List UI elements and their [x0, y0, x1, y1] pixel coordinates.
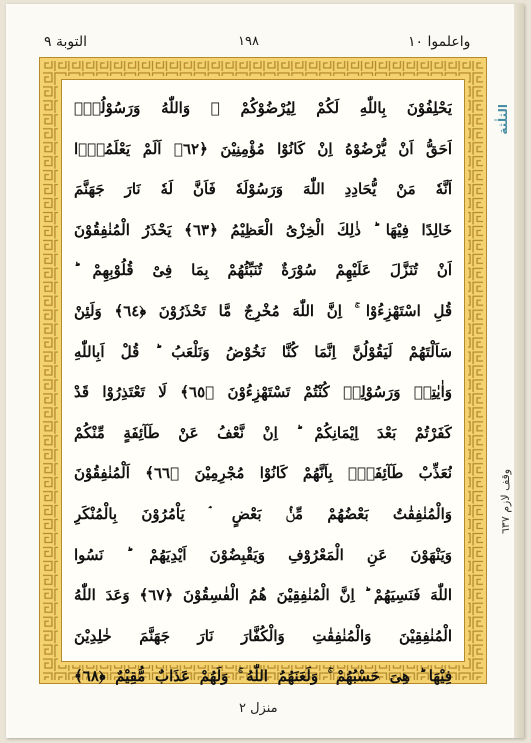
text-line: الْمُنٰفِقِيْنَ وَالْمُنٰفِقٰتِ وَالْكُفَّارَ نَارَ جَهَنَّمَ خٰلِدِيْنَ [74, 626, 452, 645]
verse-text-panel [61, 79, 465, 686]
page-spine [514, 4, 524, 738]
text-line: كَفَرْتُمْ بَعْدَ اِيْمَانِكُمْ ؕ اِنْ نَّعْفُ عَنْ طَآئِفَةٍ مِّنْكُمْ [74, 423, 452, 442]
text-line: اَحَقُّ اَنْ يُّرْضُوْهُ اِنْ كَانُوْا مُؤْمِنِيْنَ ﴿٦٢﴾ اَلَمْ يَعْلَمُوْۤا [74, 139, 452, 158]
text-line: فِيْهَا ؕ هِىَ حَسْبُهُمْ ۚ وَلَعَنَهُمُ اللّٰهُ ۚ وَلَهُمْ عَذَابٌ مُّقِيْمٌ ﴿٦٨﴾ [74, 667, 452, 686]
text-line: وَيَنْهَوْنَ عَنِ الْمَعْرُوْفِ وَيَقْبِضُوْنَ اَيْدِيَهُمْ ؕ نَسُوا [74, 545, 452, 564]
mushaf-page [6, 4, 524, 738]
manzil-label: منزل ٢ [239, 701, 278, 716]
text-line: سَاَلْتَهُمْ لَيَقُوْلُنَّ اِنَّمَا كُنَّا نَخُوْضُ وَنَلْعَبُ ؕ قُلْ اَبِاللّٰهِ [74, 342, 452, 361]
para-name: واعلموا ١٠ [408, 34, 471, 50]
text-line: اللّٰهَ فَنَسِيَهُمْ ؕ اِنَّ الْمُنٰفِقِيْنَ هُمُ الْفٰسِقُوْنَ ﴿٦٧﴾ وَعَدَ اللّٰهُ [74, 586, 452, 605]
text-line: نُعَذِّبْ طَآئِفَةًۢ بِاَنَّهُمْ كَانُوْا مُجْرِمِيْنَ ﴿٦٦﴾ اَلْمُنٰفِقُوْنَ [74, 464, 452, 483]
text-line: وَاٰيٰتِهٖ وَرَسُوْلِهٖ كُنْتُمْ تَسْتَهْزِءُوْنَ ﴿٦٥﴾ لَا تَعْتَذِرُوْا قَدْ [74, 383, 452, 402]
page-number: ١٩٨ [238, 34, 259, 49]
text-line: اَنْ تُنَزَّلَ عَلَيْهِمْ سُوْرَةٌ تُنَبِّئُهُمْ بِمَا فِىْ قُلُوْبِهِمْ ؕ [74, 261, 452, 280]
text-line: اَنَّهٗ مَنْ يُّحَادِدِ اللّٰهَ وَرَسُوْلَهٗ فَاَنَّ لَهٗ نَارَ جَهَنَّمَ [74, 180, 452, 199]
ornamental-frame [39, 57, 487, 684]
text-line: قُلِ اسْتَهْزِءُوْا ۚ اِنَّ اللّٰهَ مُخْرِجٌ مَّا تَحْذَرُوْنَ ﴿٦٤﴾ وَلَئِنْ [74, 301, 452, 320]
text-line: وَالْمُنٰفِقٰتُ بَعْضُهُمْ مِّنْۢ بَعْضٍ ۘ يَاْمُرُوْنَ بِالْمُنْكَرِ [74, 504, 452, 523]
quarter-marker: الثلٰثة [496, 104, 510, 135]
margin-note: وقف لازم ٦٣٧ [499, 468, 512, 534]
surah-name: التوبة ٩ [44, 34, 87, 50]
text-line: خَالِدًا فِيْهَا ؕ ذٰلِكَ الْخِزْىُ الْعَظِيْمُ ﴿٦٣﴾ يَحْذَرُ الْمُنٰفِقُوْنَ [74, 220, 452, 239]
text-line: يَحْلِفُوْنَ بِاللّٰهِ لَكُمْ لِيُرْضُوْكُمْ ۚ وَاللّٰهُ وَرَسُوْلُهٗۤ [74, 99, 452, 117]
